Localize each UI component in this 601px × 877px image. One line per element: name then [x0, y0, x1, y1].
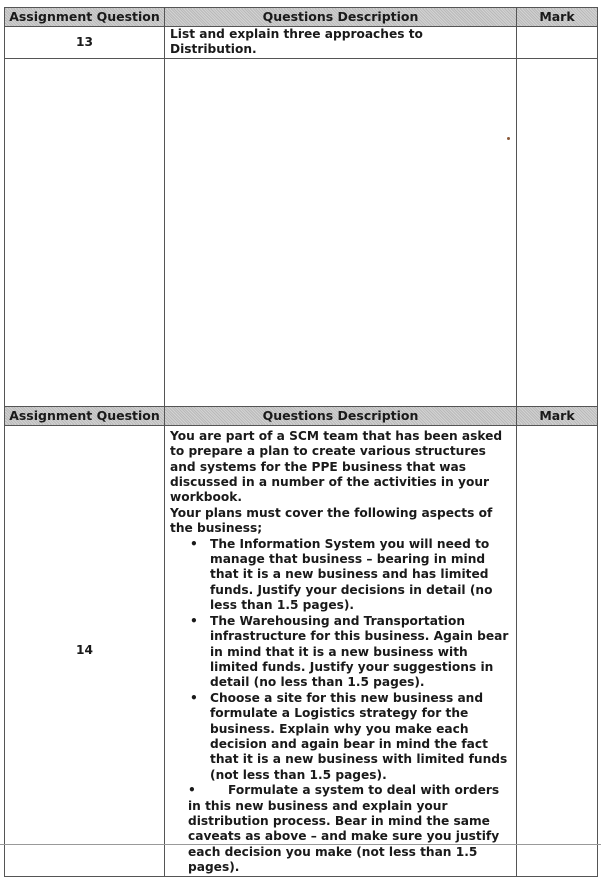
question-13-mark — [517, 27, 598, 59]
question-13-row — [5, 27, 598, 59]
bullet-icon: • — [190, 690, 198, 705]
aspect-item: • The Warehousing and Transportation infrastructure for this business. Again bear in mind that it is a new business with limited funds. Justify your suggestions in detail (no less than 1.5 pages). — [190, 613, 509, 690]
header-questions-description: Questions Description — [165, 8, 517, 27]
question-14-lead: Your plans must cover the following aspects of the business; — [170, 505, 493, 536]
header-row-2 — [5, 406, 598, 425]
aspects-list — [170, 537, 511, 876]
question-14-intro: You are part of a SCM team that has been asked to prepare a plan to create various structures and systems for the PPE business that was discussed in a number of the activities in your workbook. — [170, 428, 503, 505]
header-mark: Mark — [517, 8, 598, 27]
bullet-icon: • — [190, 613, 198, 628]
header-assignment-question-2: Assignment Question — [5, 406, 165, 425]
header-assignment-question: Assignment Question — [5, 8, 165, 27]
page-bottom-edge — [0, 844, 601, 845]
scan-speck — [507, 137, 510, 140]
question-14-row — [5, 425, 598, 876]
bullet-icon: • — [190, 536, 198, 551]
question-14-number: 14 — [5, 425, 165, 876]
question-13-number: 13 — [5, 27, 165, 59]
answer-space-row — [5, 58, 598, 406]
answer-space-col2 — [165, 58, 517, 406]
bullet-icon: • — [188, 783, 196, 798]
answer-space-col3 — [517, 58, 598, 406]
question-13-text: List and explain three approaches to Distribution. — [165, 27, 517, 59]
question-14-text — [165, 425, 517, 876]
aspect-item: • Choose a site for this new business and formulate a Logistics strategy for the business. Explain why you make each decision and again bear in mind the fact that it is a new business with limited funds (not less than 1.5 pages). — [190, 690, 508, 782]
header-questions-description-2: Questions Description — [165, 406, 517, 425]
header-row — [5, 8, 598, 27]
question-14-mark — [517, 425, 598, 876]
aspect-item: • The Information System you will need to manage that business – bearing in mind that it is a new business and has limited funds. Justify your decisions in detail (no less than 1.5 pages). — [190, 536, 493, 613]
header-mark-2: Mark — [517, 406, 598, 425]
aspect-item: • Formulate a system to deal with orders in this new business and explain your distribution process. Bear in mind the same caveats as above – and make sure you justify each decision you make (not less than 1.5 pages). — [188, 783, 500, 875]
answer-space-col1 — [5, 58, 165, 406]
